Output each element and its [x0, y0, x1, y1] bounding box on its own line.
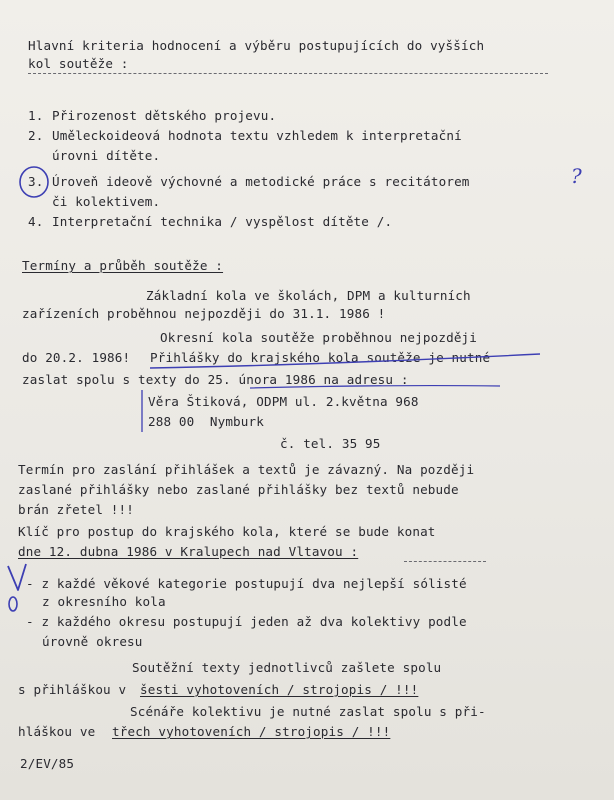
terms-p2-line-3: zaslat spolu s texty do 25. února 1986 na adresu :: [22, 372, 409, 387]
criteria-item-3-line-2: či kolektivem.: [52, 194, 161, 209]
document-code: 2/EV/85: [20, 756, 75, 771]
scripts-p6-line-2-underlined: třech vyhotoveních / strojopis / !!!: [112, 724, 391, 739]
pen-zero-mark: [9, 597, 17, 611]
terms-p3-line-3: brán zřetel !!!: [18, 502, 134, 517]
terms-p3-line-1: Termín pro zaslání přihlášek a textů je závazný. Na později: [18, 462, 475, 477]
criteria-number-1: 1.: [28, 108, 44, 123]
margin-question-mark: ?: [571, 164, 582, 188]
texts-p5-line-1: Soutěžní texty jednotlivců zašlete spolu: [132, 660, 442, 675]
terms-p4-underline-tail: [404, 561, 486, 562]
terms-p4-line-2: dne 12. dubna 1986 v Kralupech nad Vltavou :: [18, 544, 359, 559]
texts-p5-line-2-underlined: šesti vyhotoveních / strojopis / !!!: [140, 682, 419, 697]
rule-1-line-1: - z každé věkové kategorie postupují dva nejlepší sólisté: [26, 576, 467, 591]
criteria-item-2-line-2: úrovni dítěte.: [52, 148, 161, 163]
terms-p2-line-2-underlined: Přihlášky do krajského kola soutěže je nutné: [150, 350, 491, 365]
texts-p5-line-2-start: s přihláškou v: [18, 682, 127, 697]
criteria-number-2: 2.: [28, 128, 44, 143]
scripts-p6-line-1: Scénáře kolektivu je nutné zaslat spolu s při-: [130, 704, 486, 719]
terms-heading: Termíny a průběh soutěže :: [22, 258, 224, 273]
address-line-1: Věra Štiková, ODPM ul. 2.května 968: [148, 394, 419, 409]
criteria-item-4: Interpretační technika / vyspělost dítěte /.: [52, 214, 393, 229]
terms-p1-line-1: Základní kola ve školách, DPM a kulturních: [146, 288, 471, 303]
criteria-item-3-line-1: Úroveň ideově výchovné a metodické práce s recitátorem: [52, 174, 470, 189]
rule-1-line-2: z okresního kola: [42, 594, 166, 609]
rule-2-line-2: úrovně okresu: [42, 634, 143, 649]
criteria-number-3: 3.: [28, 174, 44, 189]
heading-line-2: kol soutěže :: [28, 56, 129, 71]
scripts-p6-line-2-start: hláškou ve: [18, 724, 96, 739]
heading-underline: [28, 73, 548, 74]
terms-p2-line-1: Okresní kola soutěže proběhnou nejpozději: [160, 330, 478, 345]
address-line-2: 288 00 Nymburk: [148, 414, 264, 429]
criteria-number-4: 4.: [28, 214, 44, 229]
terms-p4-line-1: Klíč pro postup do krajského kola, které se bude konat: [18, 524, 436, 539]
criteria-item-2-line-1: Uměleckoideová hodnota textu vzhledem k interpretační: [52, 128, 462, 143]
heading-line-1: Hlavní kriteria hodnocení a výběru postupujících do vyšších: [28, 38, 485, 53]
pen-check-mark: [8, 564, 26, 590]
terms-p3-line-2: zaslané přihlášky nebo zaslané přihlášky bez textů nebude: [18, 482, 459, 497]
criteria-item-1: Přirozenost dětského projevu.: [52, 108, 277, 123]
terms-p2-line-2-start: do 20.2. 1986!: [22, 350, 131, 365]
rule-2-line-1: - z každého okresu postupují jeden až dva kolektivy podle: [26, 614, 467, 629]
terms-p1-line-2: zařízeních proběhnou nejpozději do 31.1. 1986 !: [22, 306, 386, 321]
address-phone: č. tel. 35 95: [280, 436, 381, 451]
